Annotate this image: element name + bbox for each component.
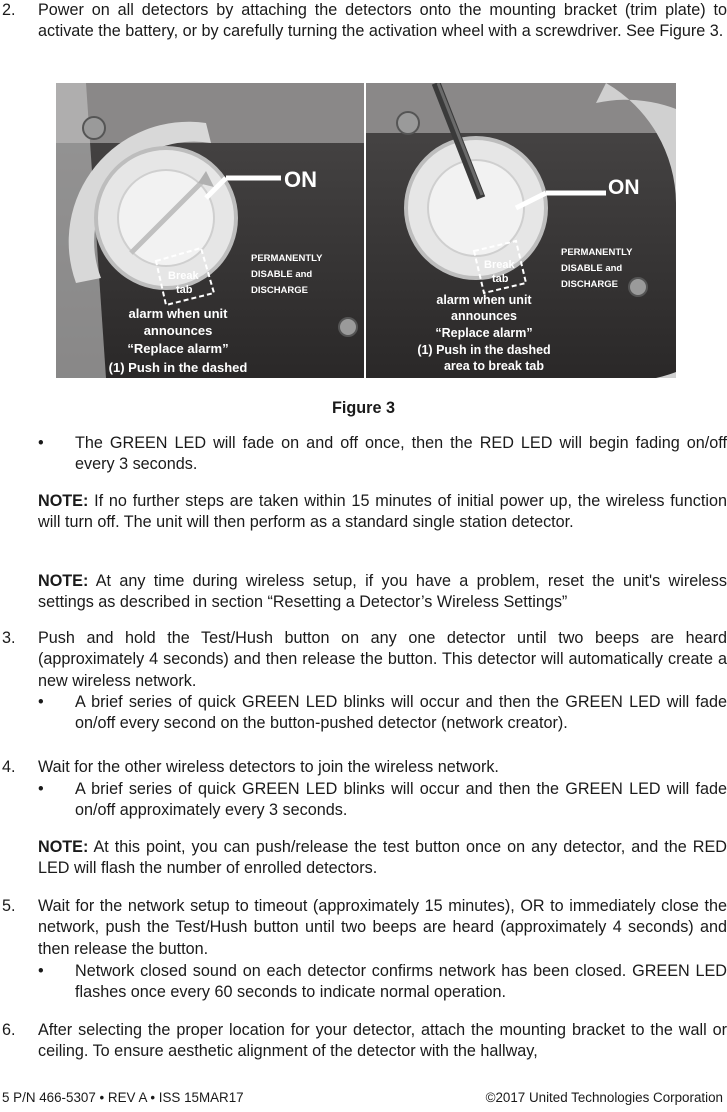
break-tab-label: tab <box>176 284 193 296</box>
instruction-line: alarm when unit <box>128 306 228 321</box>
bullet-mark: • <box>38 962 44 980</box>
step-3-number: 3. <box>2 629 16 647</box>
instruction-line: “Replace alarm” <box>435 326 533 340</box>
note-label: NOTE: <box>38 838 89 856</box>
on-label: ON <box>608 176 640 199</box>
disable-text-line: DISABLE and <box>561 263 623 274</box>
bullet-mark: • <box>38 780 44 798</box>
figure-panel-left <box>56 83 364 378</box>
instruction-line: (1) Push in the dashed <box>108 360 248 375</box>
step-5-bullet: Network closed sound on each detector confirms network has been closed. GREEN LED flashes once every 60 seconds to indicate normal operation. <box>75 962 727 1002</box>
note-text: At this point, you can push/release the test button once on any detector, and the RED LED will flash the number of enrolled detectors. <box>38 838 727 878</box>
note-2 <box>38 571 727 614</box>
break-tab-label: Break <box>168 270 199 282</box>
instruction-line: announces <box>451 309 517 323</box>
note-text: If no further steps are taken within 15 minutes of initial power up, the wireless function will turn off. The unit will then perform as a standard single station detector. <box>38 492 727 532</box>
note-1 <box>38 491 727 534</box>
step-4-text: Wait for the other wireless detectors to join the wireless network. <box>38 758 499 776</box>
step-4-bullet: A brief series of quick GREEN LED blinks will occur and then the GREEN LED will fade on/off approximately every 3 seconds. <box>75 780 727 820</box>
on-label: ON <box>284 167 317 192</box>
page-footer <box>2 1090 727 1106</box>
step-5-number: 5. <box>2 897 16 915</box>
note-label: NOTE: <box>38 572 89 590</box>
screw-icon <box>397 112 419 134</box>
disable-text-line: PERMANENTLY <box>251 253 323 264</box>
note-label: NOTE: <box>38 492 89 510</box>
break-tab-label: tab <box>492 273 509 285</box>
bullet-mark: • <box>38 693 44 711</box>
step-2-text: Power on all detectors by attaching the detectors onto the mounting bracket (trim plate) to activate the battery, or by carefully turning the activation wheel with a screwdriver. See Figure 3. <box>38 1 727 41</box>
instruction-line: area to break tab <box>443 359 545 373</box>
step-3-bullet: A brief series of quick GREEN LED blinks will occur and then the GREEN LED will fade on/off every second on the button-pushed detector (network creator). <box>75 693 727 733</box>
break-tab-label: Break <box>484 259 515 271</box>
note-3 <box>38 837 727 880</box>
screw-icon <box>83 117 105 139</box>
footer-copyright: ©2017 United Technologies Corporation <box>485 1090 723 1105</box>
step-6-number: 6. <box>2 1021 16 1039</box>
figure-caption: Figure 3 <box>332 399 395 417</box>
step-4-number: 4. <box>2 758 16 776</box>
figure-panel-right <box>366 83 676 378</box>
footer-part-number: 5 P/N 466-5307 • REV A • ISS 15MAR17 <box>2 1090 244 1105</box>
instruction-line: “Replace alarm” <box>127 341 229 356</box>
note-text: At any time during wireless setup, if you have a problem, reset the unit's wireless settings as described in section “Resetting a Detector’s Wireless Settings” <box>38 572 727 612</box>
figure-3-image <box>56 83 676 378</box>
disable-text-line: DISCHARGE <box>561 279 619 290</box>
instruction-line: announces <box>143 323 213 338</box>
disable-text-line: DISCHARGE <box>251 285 309 296</box>
step-6-text: After selecting the proper location for your detector, attach the mounting bracket to the wall or ceiling. To ensure aesthetic alignment of the detector with the hallway, <box>38 1021 727 1061</box>
disable-text-line: PERMANENTLY <box>561 247 633 258</box>
bullet-text: The GREEN LED will fade on and off once, then the RED LED will begin fading on/off every 3 seconds. <box>75 434 727 474</box>
bullet-mark: • <box>38 434 44 452</box>
step-2-number: 2. <box>2 1 16 19</box>
disable-text-line: DISABLE and <box>251 269 313 280</box>
instruction-line: alarm when unit <box>436 293 532 307</box>
instruction-line: (1) Push in the dashed <box>417 343 551 357</box>
step-3-text: Push and hold the Test/Hush button on any one detector until two beeps are heard (approximately 4 seconds) and then release the button. This detector will automatically create a new wireless network. <box>38 629 727 690</box>
step-5-text: Wait for the network setup to timeout (approximately 15 minutes), OR to immediately close the network, push the Test/Hush button until two beeps are heard (approximately 4 seconds) and then release the button. <box>38 897 727 958</box>
